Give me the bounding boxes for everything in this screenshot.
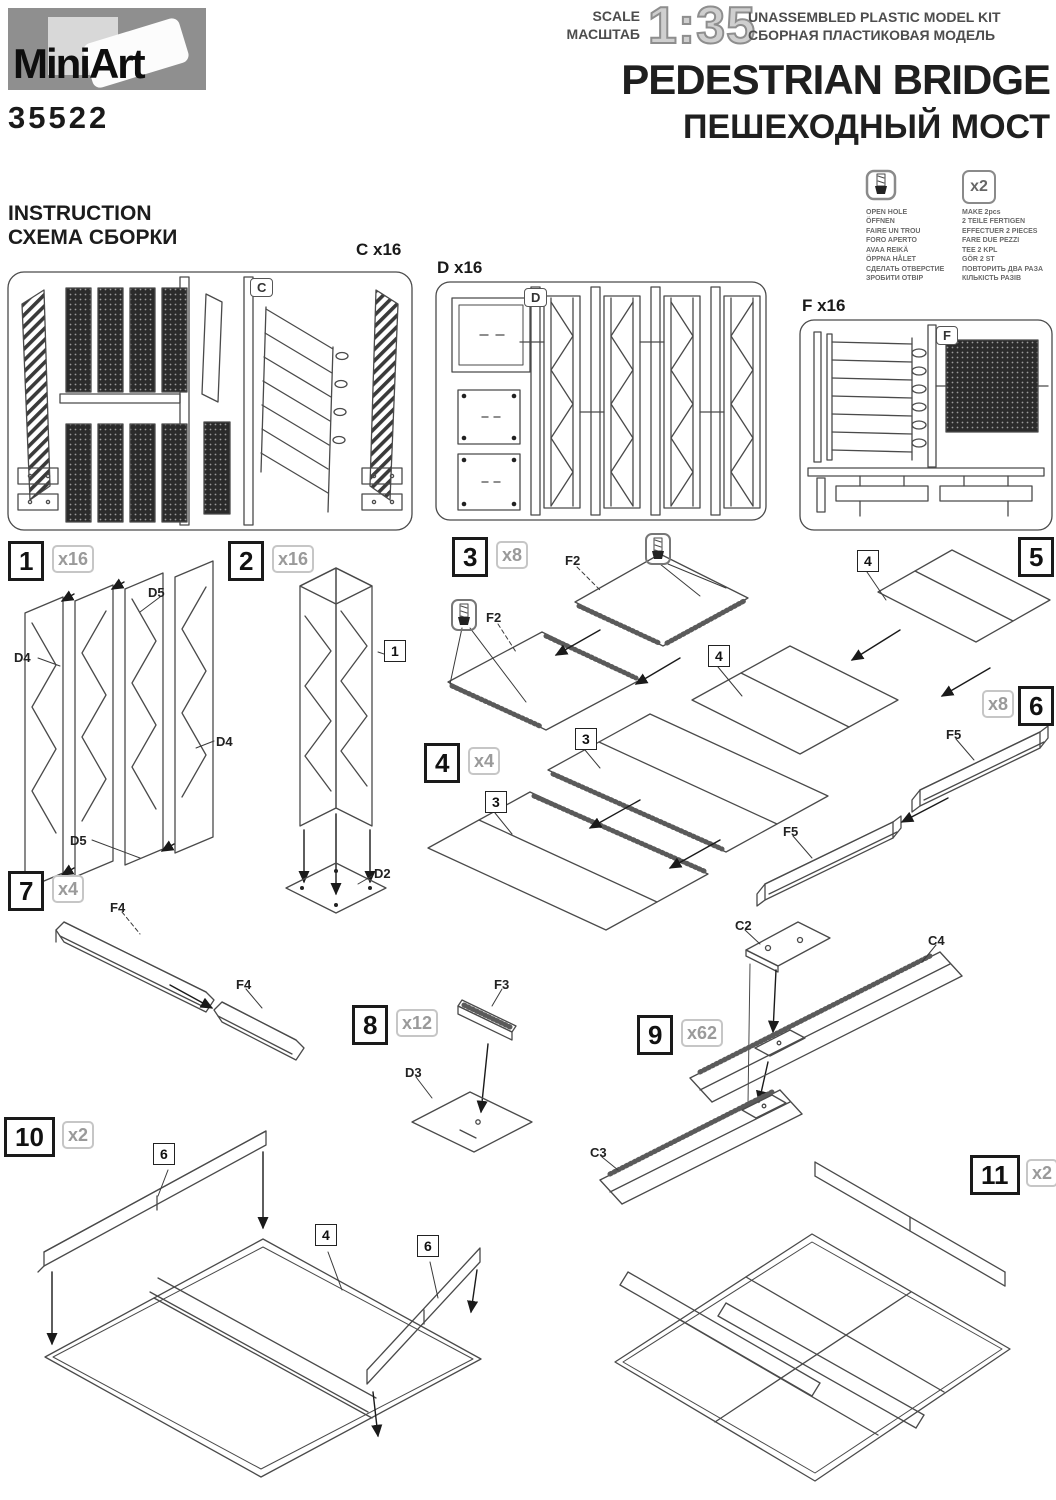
sprue-d-art: [436, 282, 766, 520]
scale-value: 1:35: [648, 0, 757, 55]
drill-icon: [867, 171, 895, 199]
step1-art: [25, 561, 214, 889]
sprue-c-label: C x16: [356, 240, 402, 259]
step-3-number: 3: [452, 537, 488, 577]
kit-type-ru: СБОРНАЯ ПЛАСТИКОВАЯ МОДЕЛЬ: [748, 27, 996, 44]
make-two-icon: x2: [962, 170, 996, 204]
step-1-qty: x16: [52, 545, 94, 573]
subassembly-label-6: 6: [153, 1143, 175, 1165]
part-label-f2: F2: [486, 610, 502, 625]
step-4-number: 4: [424, 743, 460, 783]
drill-icon: [452, 600, 476, 630]
part-label-d5: D5: [148, 585, 165, 600]
page-title-ru: ПЕШЕХОДНЫЙ МОСТ: [683, 108, 1050, 146]
sprue-c-tag: C: [250, 278, 273, 297]
legend-open-hole: OPEN HOLE ÖFFNEN FAIRE UN TROU FORO APERTO AVAA REIKÄ ÖPPNA HÅLET СДЕЛАТЬ ОТВЕРСТИЕ ЗРОБИТИ ОТВІР: [866, 209, 945, 283]
girder: [724, 296, 760, 508]
part-label-f4: F4: [236, 977, 252, 992]
part-label-d4: D4: [216, 734, 233, 749]
step2-art: [286, 568, 396, 913]
step11-art: [615, 1162, 1010, 1481]
part-label-d5: D5: [70, 833, 87, 848]
step-7-number: 7: [8, 871, 44, 911]
legend-make-two: MAKE 2pcs 2 TEILE FERTIGEN EFFECTUER 2 PIECES FARE DUE PEZZI TEE 2 KPL GÖR 2 ST ПОВТОРИТЬ ДВА РАЗА КІЛЬКІСТЬ РАЗІВ: [962, 209, 1044, 283]
subassembly-label-6: 6: [417, 1235, 439, 1257]
step-10-number: 10: [4, 1117, 55, 1157]
girder: [544, 296, 580, 508]
part-label-f5: F5: [783, 824, 799, 839]
subassembly-label-4: 4: [708, 645, 730, 667]
part-label-f3: F3: [494, 977, 510, 992]
subassembly-label-3: 3: [575, 728, 597, 750]
step9-art: [600, 922, 962, 1204]
part-label-f2: F2: [565, 553, 581, 568]
step7-art: [56, 912, 304, 1060]
subassembly-label-4: 4: [857, 550, 879, 572]
girder: [664, 296, 700, 508]
girder: [604, 296, 640, 508]
step-11-qty: x2: [1026, 1159, 1056, 1187]
step-4-qty: x4: [468, 747, 500, 775]
part-label-d2: D2: [374, 866, 391, 881]
step-5-number: 5: [1018, 537, 1054, 577]
step-8-qty: x12: [396, 1009, 438, 1037]
kit-type: [748, 8, 1056, 44]
step-3-qty: x8: [496, 541, 528, 569]
step-2-number: 2: [228, 541, 264, 581]
sprue-f-tag: F: [936, 326, 958, 345]
step5-art: [692, 550, 1050, 754]
subassembly-label-1: 1: [384, 640, 406, 662]
scale-label-en: SCALE: [592, 8, 640, 24]
instruction-heading: INSTRUCTION СХЕМА СБОРКИ: [8, 202, 178, 250]
step-2-qty: x16: [272, 545, 314, 573]
part-label-c4: C4: [928, 933, 945, 948]
part-label-f5: F5: [946, 727, 962, 742]
part-label-c3: C3: [590, 1145, 607, 1160]
step-8-number: 8: [352, 1005, 388, 1045]
step-10-qty: x2: [62, 1121, 94, 1149]
sprue-f-label: F x16: [802, 296, 846, 315]
scale-label-ru: МАСШТАБ: [566, 25, 640, 42]
scale-label: [556, 8, 640, 43]
step10-art: [38, 1131, 481, 1477]
part-label-d3: D3: [405, 1065, 422, 1080]
step-9-number: 9: [637, 1015, 673, 1055]
sprue-d-label: D x16: [437, 258, 483, 277]
sprue-d-tag: D: [524, 288, 547, 307]
page-title: PEDESTRIAN BRIDGE: [621, 56, 1050, 103]
part-label-c2: C2: [735, 918, 752, 933]
kit-number: 35522: [8, 100, 110, 135]
kit-type-en: UNASSEMBLED PLASTIC MODEL KIT: [748, 9, 1001, 25]
step-7-qty: x4: [52, 875, 84, 903]
subassembly-label-4: 4: [315, 1224, 337, 1246]
step-11-number: 11: [970, 1155, 1020, 1195]
part-label-f4: F4: [110, 900, 126, 915]
sprue-c-art: [8, 272, 412, 530]
brand-name: MiniArt: [13, 40, 144, 87]
step-6-number: 6: [1018, 686, 1054, 726]
subassembly-label-3: 3: [485, 791, 507, 813]
part-label-d4: D4: [14, 650, 31, 665]
step-6-qty: x8: [982, 690, 1014, 718]
step-1-number: 1: [8, 541, 44, 581]
step3-art: [448, 554, 748, 730]
sprue-f-art: [800, 320, 1052, 530]
brand-logo: [8, 8, 206, 90]
step-9-qty: x62: [681, 1019, 723, 1047]
